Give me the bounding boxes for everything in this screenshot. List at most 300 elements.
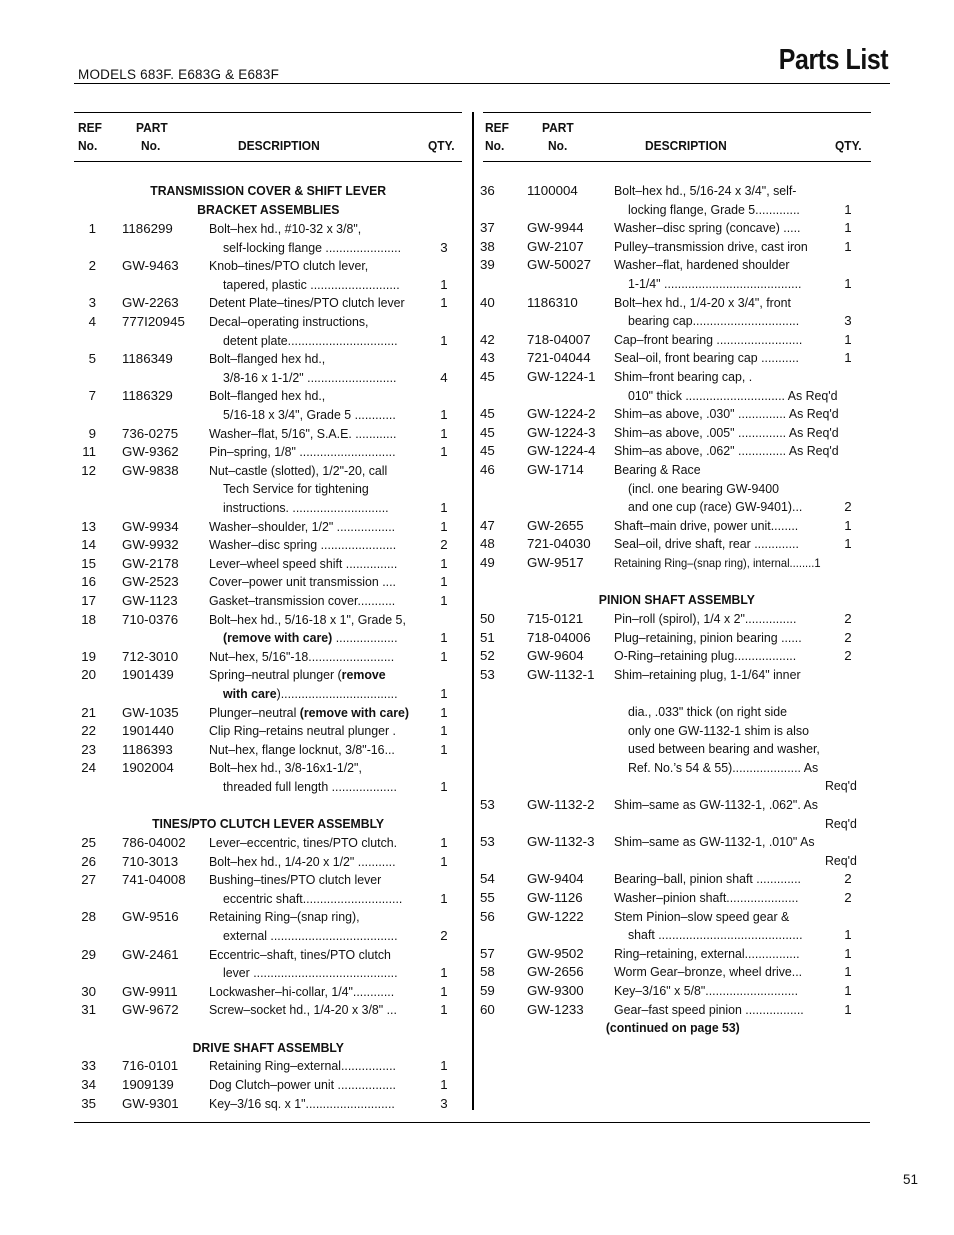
models-heading: MODELS 683F. E683G & E683F <box>78 67 280 82</box>
part-row <box>480 535 871 554</box>
part-row <box>74 908 462 927</box>
ref-number: 48 <box>480 536 495 552</box>
part-description: Seal–oil, front bearing cap ........... <box>614 350 799 366</box>
ref-number: 51 <box>480 629 495 645</box>
header-rule <box>74 83 890 84</box>
ref-number: 52 <box>480 648 495 664</box>
section-heading <box>483 591 871 610</box>
quantity: 1 <box>440 593 448 608</box>
part-row <box>480 908 871 927</box>
ref-number: 46 <box>480 462 495 477</box>
quantity: 1 <box>844 964 852 980</box>
part-number: GW-9301 <box>122 1095 179 1111</box>
quantity: 1 <box>844 517 852 533</box>
quantity: 1 <box>440 295 448 311</box>
part-row <box>483 387 871 406</box>
part-number: GW-9944 <box>527 220 584 236</box>
part-row <box>480 424 871 443</box>
part-description: (incl. one bearing GW-9400 <box>628 480 780 496</box>
part-number: GW-1224-1 <box>527 369 596 384</box>
quantity: 1 <box>440 555 448 571</box>
quantity: 3 <box>440 1095 448 1111</box>
part-number: GW-1132-2 <box>527 797 595 812</box>
part-row <box>483 777 871 796</box>
part-description: Bolt–flanged hex hd., <box>209 388 326 404</box>
parts-column-right <box>480 112 871 1036</box>
continued-note-text: (continued on page 53) <box>605 1020 740 1036</box>
part-number: 1901439 <box>122 667 174 683</box>
part-row <box>480 461 871 480</box>
part-row <box>483 815 871 834</box>
part-row <box>480 945 871 964</box>
quantity: 2 <box>844 499 852 515</box>
part-row <box>483 759 871 778</box>
part-row <box>74 983 462 1002</box>
ref-number: 55 <box>480 890 495 905</box>
part-row <box>480 833 871 852</box>
part-number: 1186310 <box>527 294 578 310</box>
ref-number: 15 <box>81 555 96 571</box>
page-number: 51 <box>902 1172 918 1187</box>
part-row <box>74 853 462 872</box>
ref-number: 11 <box>82 444 96 460</box>
part-number: GW-1132-3 <box>527 834 595 850</box>
quantity: 1 <box>844 350 852 366</box>
part-number: GW-1233 <box>527 1001 584 1017</box>
part-row <box>74 648 462 667</box>
section-heading <box>74 201 462 220</box>
ref-number: 53 <box>480 797 495 812</box>
part-number: GW-9362 <box>122 444 179 460</box>
ref-number: 9 <box>88 425 96 441</box>
part-description: Retaining Ring–external................ <box>209 1058 396 1074</box>
ref-number: 57 <box>480 945 495 961</box>
section-heading-text: TINES/PTO CLUTCH LEVER ASSEMBLY <box>151 816 385 832</box>
part-row <box>483 312 871 331</box>
part-row <box>480 349 871 368</box>
part-description: 3/8-16 x 1-1/2" .......................... <box>223 369 397 385</box>
quantity: 3 <box>440 239 448 255</box>
part-description: 1-1/4" ........................................ <box>628 276 802 291</box>
part-number: 721-04044 <box>527 350 591 366</box>
part-description: Washer–pinion shaft..................... <box>614 890 799 905</box>
part-description: Req'd <box>825 778 857 794</box>
part-description: threaded full length ................... <box>223 779 397 794</box>
part-row <box>480 796 871 815</box>
part-description: Washer–shoulder, 1/2" ................. <box>209 518 396 534</box>
part-description: Nut–hex, flange locknut, 3/8"-16... <box>209 741 395 757</box>
part-row <box>74 425 462 444</box>
page-title: Parts List <box>778 44 888 76</box>
part-description: Bolt–hex hd., #10-32 x 3/8", <box>209 221 362 236</box>
part-description: Gear–fast speed pinion ................. <box>614 1001 804 1017</box>
ref-number: 59 <box>480 983 495 998</box>
quantity: 1 <box>440 1058 448 1074</box>
quantity: 2 <box>844 871 852 887</box>
part-row <box>74 592 462 611</box>
part-description: Shim–same as GW-1132-1, .062". As <box>614 797 818 812</box>
part-description: Retaining Ring–(snap ring), internal........1 <box>614 556 821 570</box>
section-heading-text: PINION SHAFT ASSEMBLY <box>598 592 756 608</box>
ref-number: 43 <box>480 350 495 366</box>
part-header-line2: No. <box>548 138 568 153</box>
quantity: 1 <box>440 1002 448 1018</box>
part-number: GW-9934 <box>122 518 179 534</box>
part-number: GW-1222 <box>527 908 584 924</box>
part-row <box>480 294 871 313</box>
ref-number: 26 <box>81 853 96 869</box>
part-description: Nut–castle (slotted), 1/2"-20, call <box>209 462 388 478</box>
section-heading <box>74 1039 462 1058</box>
quantity: 1 <box>440 686 448 701</box>
part-description: eccentric shaft............................. <box>223 890 403 906</box>
part-number: GW-1123 <box>122 593 178 608</box>
ref-number: 5 <box>88 351 96 367</box>
part-number: GW-1126 <box>527 890 583 905</box>
part-number: GW-2178 <box>122 555 179 571</box>
quantity: 1 <box>440 1077 448 1092</box>
quantity: 1 <box>844 1001 852 1017</box>
column-divider <box>472 112 474 1110</box>
ref-number: 58 <box>480 964 495 980</box>
part-row <box>483 498 871 517</box>
part-number: 716-0101 <box>122 1058 179 1074</box>
part-row <box>74 629 462 648</box>
ref-number: 35 <box>81 1095 96 1111</box>
ref-number: 36 <box>480 183 495 198</box>
ref-number: 3 <box>88 295 96 311</box>
part-row <box>74 536 462 555</box>
part-description: 5/16-18 x 3/4", Grade 5 ............ <box>223 407 396 422</box>
part-number: GW-2461 <box>122 946 179 962</box>
part-row <box>74 704 462 723</box>
ref-number: 14 <box>81 537 96 553</box>
quantity: 2 <box>844 629 852 645</box>
part-description: Shim–as above, .005" .............. As Req'd <box>614 424 839 440</box>
section-heading-text: TRANSMISSION COVER & SHIFT LEVER <box>150 183 386 198</box>
ref-number: 49 <box>480 555 495 570</box>
part-description: 010" thick ............................. As Req'd <box>628 387 838 403</box>
part-description: Pin–spring, 1/8" ............................ <box>209 444 396 460</box>
part-row <box>480 982 871 1001</box>
part-description: used between bearing and washer, <box>628 741 820 757</box>
part-row <box>74 927 462 946</box>
part-description: Bolt–hex hd., 3/8-16x1-1/2", <box>209 760 362 776</box>
part-description: Plug–retaining, pinion bearing ...... <box>614 629 802 645</box>
part-row <box>74 387 462 406</box>
qty-header: QTY. <box>835 138 862 153</box>
part-number: GW-1224-3 <box>527 424 596 440</box>
part-row <box>480 1001 871 1020</box>
part-description: with care).................................. <box>223 686 398 701</box>
quantity: 3 <box>844 313 852 329</box>
part-row <box>74 946 462 965</box>
part-row <box>74 369 462 388</box>
quantity: 1 <box>440 630 448 646</box>
part-row <box>74 964 462 983</box>
quantity: 1 <box>440 332 448 348</box>
part-number: 710-3013 <box>122 853 179 869</box>
section-heading-text: DRIVE SHAFT ASSEMBLY <box>192 1039 344 1055</box>
part-description: Shim–front bearing cap, . <box>614 369 753 384</box>
part-row <box>480 610 871 629</box>
ref-number: 17 <box>81 593 96 608</box>
part-number: GW-1224-2 <box>527 406 596 422</box>
parts-column-left <box>74 112 462 1111</box>
part-row <box>480 889 871 908</box>
part-description: Bolt–flanged hex hd., <box>209 351 326 367</box>
quantity: 1 <box>844 201 852 217</box>
part-description: Ring–retaining, external................ <box>614 945 800 961</box>
part-row <box>480 963 871 982</box>
part-row <box>74 871 462 890</box>
part-number: GW-2523 <box>122 574 179 590</box>
part-number: GW-9300 <box>527 983 584 998</box>
quantity: 2 <box>844 648 852 664</box>
part-description: Screw–socket hd., 1/4-20 x 3/8" ... <box>209 1002 397 1018</box>
part-row <box>74 1057 462 1076</box>
part-row <box>480 442 871 461</box>
part-description: Stem Pinion–slow speed gear & <box>614 908 790 924</box>
part-description: Pin–roll (spirol), 1/4 x 2"............... <box>614 611 797 626</box>
part-row <box>483 703 871 722</box>
part-number: 786-04002 <box>122 835 186 850</box>
ref-number: 16 <box>81 574 96 590</box>
quantity: 2 <box>844 611 852 626</box>
part-description: Cap–front bearing ......................... <box>614 331 803 347</box>
ref-number: 2 <box>88 258 96 274</box>
ref-number: 53 <box>480 834 495 850</box>
part-description: Tech Service for tightening <box>223 481 369 497</box>
part-row <box>74 685 462 704</box>
part-row <box>74 518 462 537</box>
ref-number: 19 <box>81 648 96 664</box>
part-number: GW-2107 <box>527 238 584 254</box>
part-row <box>480 238 871 257</box>
part-description: Eccentric–shaft, tines/PTO clutch <box>209 946 391 962</box>
ref-number: 4 <box>88 314 96 329</box>
ref-number: 45 <box>480 443 495 459</box>
part-number: GW-9517 <box>527 555 584 570</box>
quantity: 1 <box>440 704 448 720</box>
quantity: 1 <box>440 890 448 906</box>
part-row <box>480 647 871 666</box>
part-description: Key–3/16 sq. x 1".......................... <box>209 1095 395 1111</box>
part-number: GW-2656 <box>527 964 584 980</box>
part-description: Bolt–hex hd., 1/4-20 x 1/2" ........... <box>209 853 396 869</box>
part-description: Key–3/16" x 5/8"........................... <box>614 983 799 998</box>
section-heading <box>74 815 462 834</box>
part-description: Lever–wheel speed shift ............... <box>209 555 398 571</box>
part-description: Plunger–neutral (remove with care) <box>209 704 410 720</box>
ref-number: 50 <box>480 611 495 626</box>
ref-number: 23 <box>81 741 96 757</box>
part-row <box>483 852 871 871</box>
ref-number: 45 <box>480 406 495 422</box>
part-description: detent plate................................ <box>223 332 398 348</box>
ref-header-line1: REF <box>485 120 509 135</box>
part-number: GW-9516 <box>122 909 179 925</box>
part-row <box>74 778 462 797</box>
part-description: Knob–tines/PTO clutch lever, <box>209 258 369 274</box>
part-description: Lever–eccentric, tines/PTO clutch. <box>209 835 398 850</box>
quantity: 1 <box>440 500 448 515</box>
part-description: Retaining Ring–(snap ring), <box>209 909 360 925</box>
part-row <box>74 741 462 760</box>
part-number: 741-04008 <box>122 872 186 888</box>
ref-number: 12 <box>81 462 96 478</box>
ref-number: 27 <box>81 872 96 888</box>
quantity: 1 <box>844 238 852 254</box>
part-header-line2: No. <box>141 138 161 153</box>
quantity: 1 <box>440 518 448 534</box>
part-description: Washer–disc spring (concave) ..... <box>614 220 801 236</box>
part-number: GW-9502 <box>527 945 584 961</box>
quantity: 1 <box>844 536 852 552</box>
ref-number: 21 <box>81 704 96 720</box>
part-description: Spring–neutral plunger (remove <box>209 667 386 683</box>
part-description: Lockwasher–hi-collar, 1/4"............ <box>209 983 395 999</box>
part-row <box>483 480 871 499</box>
ref-header-line1: REF <box>78 120 102 135</box>
part-row <box>483 740 871 759</box>
part-number: 1100004 <box>527 183 578 198</box>
ref-number: 45 <box>480 369 495 384</box>
part-description: Shim–as above, .062" .............. As Req'd <box>614 443 839 459</box>
part-number: 1186299 <box>122 221 173 236</box>
quantity: 1 <box>440 983 448 999</box>
part-number: GW-1132-1 <box>527 666 595 682</box>
part-number: GW-2263 <box>122 295 179 311</box>
part-row <box>74 573 462 592</box>
part-number: GW-9672 <box>122 1002 179 1018</box>
ref-number: 31 <box>81 1002 96 1018</box>
quantity: 2 <box>844 890 852 905</box>
part-row <box>74 257 462 276</box>
part-row <box>74 239 462 258</box>
part-number: GW-1224-4 <box>527 443 596 459</box>
part-row <box>74 759 462 778</box>
quantity: 1 <box>440 574 448 590</box>
part-description: Gasket–transmission cover........... <box>209 593 396 608</box>
part-description: Shaft–main drive, power unit........ <box>614 517 799 533</box>
part-description: Nut–hex, 5/16"-18......................... <box>209 648 395 664</box>
part-description: Detent Plate–tines/PTO clutch lever <box>209 295 405 311</box>
part-number: 736-0275 <box>122 425 179 441</box>
part-row <box>74 480 462 499</box>
part-description: Req'd <box>825 815 857 831</box>
ref-number: 22 <box>81 723 96 739</box>
ref-number: 7 <box>88 388 96 404</box>
part-row <box>483 722 871 741</box>
part-description: Bearing–ball, pinion shaft ............. <box>614 871 801 887</box>
part-description: Shim–same as GW-1132-1, .010" As <box>614 834 815 850</box>
part-row <box>480 554 871 573</box>
ref-number: 40 <box>480 294 495 310</box>
ref-number: 45 <box>480 424 495 440</box>
part-row <box>74 220 462 239</box>
part-number: GW-2655 <box>527 517 584 533</box>
quantity: 4 <box>440 369 448 385</box>
part-number: GW-1714 <box>527 462 584 477</box>
part-number: 712-3010 <box>122 648 179 664</box>
part-number: GW-1035 <box>122 704 179 720</box>
part-description: Shim–retaining plug, 1-1/64" inner <box>614 666 801 682</box>
part-row <box>74 276 462 295</box>
part-number: 1186329 <box>122 388 173 404</box>
ref-number: 42 <box>480 331 495 347</box>
ref-number: 1 <box>88 221 96 236</box>
part-description: Bolt–hex hd., 5/16-24 x 3/4", self- <box>614 183 797 198</box>
part-number: 1901440 <box>122 723 174 739</box>
part-number: 1909139 <box>122 1077 174 1092</box>
part-description: self-locking flange ...................... <box>223 239 402 255</box>
section-heading <box>74 182 462 201</box>
quantity: 1 <box>844 927 852 943</box>
quantity: 1 <box>440 779 448 794</box>
part-description: (remove with care) .................. <box>223 630 398 646</box>
part-row <box>74 890 462 909</box>
part-description: Cover–power unit transmission .... <box>209 574 396 590</box>
part-description: Bolt–hex hd., 1/4-20 x 3/4", front <box>614 294 791 310</box>
ref-number: 60 <box>480 1001 495 1017</box>
ref-number: 39 <box>480 257 495 273</box>
part-header-line1: PART <box>542 120 574 135</box>
part-description: external ..................................... <box>223 928 398 943</box>
part-number: GW-9604 <box>527 648 584 664</box>
ref-number: 33 <box>81 1058 96 1074</box>
quantity: 1 <box>440 965 448 981</box>
column-header-left <box>74 113 462 162</box>
ref-number: 34 <box>81 1077 96 1092</box>
ref-number: 53 <box>480 666 495 682</box>
part-row <box>74 611 462 630</box>
part-description: dia., .033" thick (on right side <box>628 704 788 719</box>
part-number: GW-9463 <box>122 258 179 274</box>
part-row <box>74 313 462 332</box>
part-row <box>483 201 871 220</box>
part-number: 777I20945 <box>122 314 185 329</box>
part-description: Washer–flat, 5/16", S.A.E. ............ <box>209 425 397 441</box>
part-row <box>74 462 462 481</box>
ref-number: 38 <box>480 238 495 254</box>
part-description: Ref. No.’s 54 & 55).................... As <box>628 759 819 775</box>
ref-number: 37 <box>480 220 495 236</box>
part-description: Req'd <box>825 852 857 868</box>
part-row <box>480 219 871 238</box>
part-description: bearing cap............................... <box>628 313 800 329</box>
part-header-line1: PART <box>136 120 168 135</box>
part-row <box>480 629 871 648</box>
ref-number: 13 <box>81 518 96 534</box>
part-row <box>74 350 462 369</box>
part-number: GW-9911 <box>122 983 178 999</box>
part-number: 710-0376 <box>122 611 179 627</box>
quantity: 1 <box>440 276 448 292</box>
ref-number: 24 <box>81 760 96 776</box>
part-number: 1902004 <box>122 760 174 776</box>
part-number: GW-50027 <box>527 257 592 273</box>
quantity: 1 <box>844 276 852 291</box>
part-row <box>74 834 462 853</box>
part-description: Washer–flat, hardened shoulder <box>614 257 790 273</box>
part-description: Bolt–hex hd., 5/16-18 x 1", Grade 5, <box>209 611 406 627</box>
ref-number: 28 <box>81 909 96 925</box>
part-row <box>74 1001 462 1020</box>
part-description: tapered, plastic .......................... <box>223 276 400 292</box>
part-number: 1186393 <box>122 741 173 757</box>
part-row <box>74 294 462 313</box>
